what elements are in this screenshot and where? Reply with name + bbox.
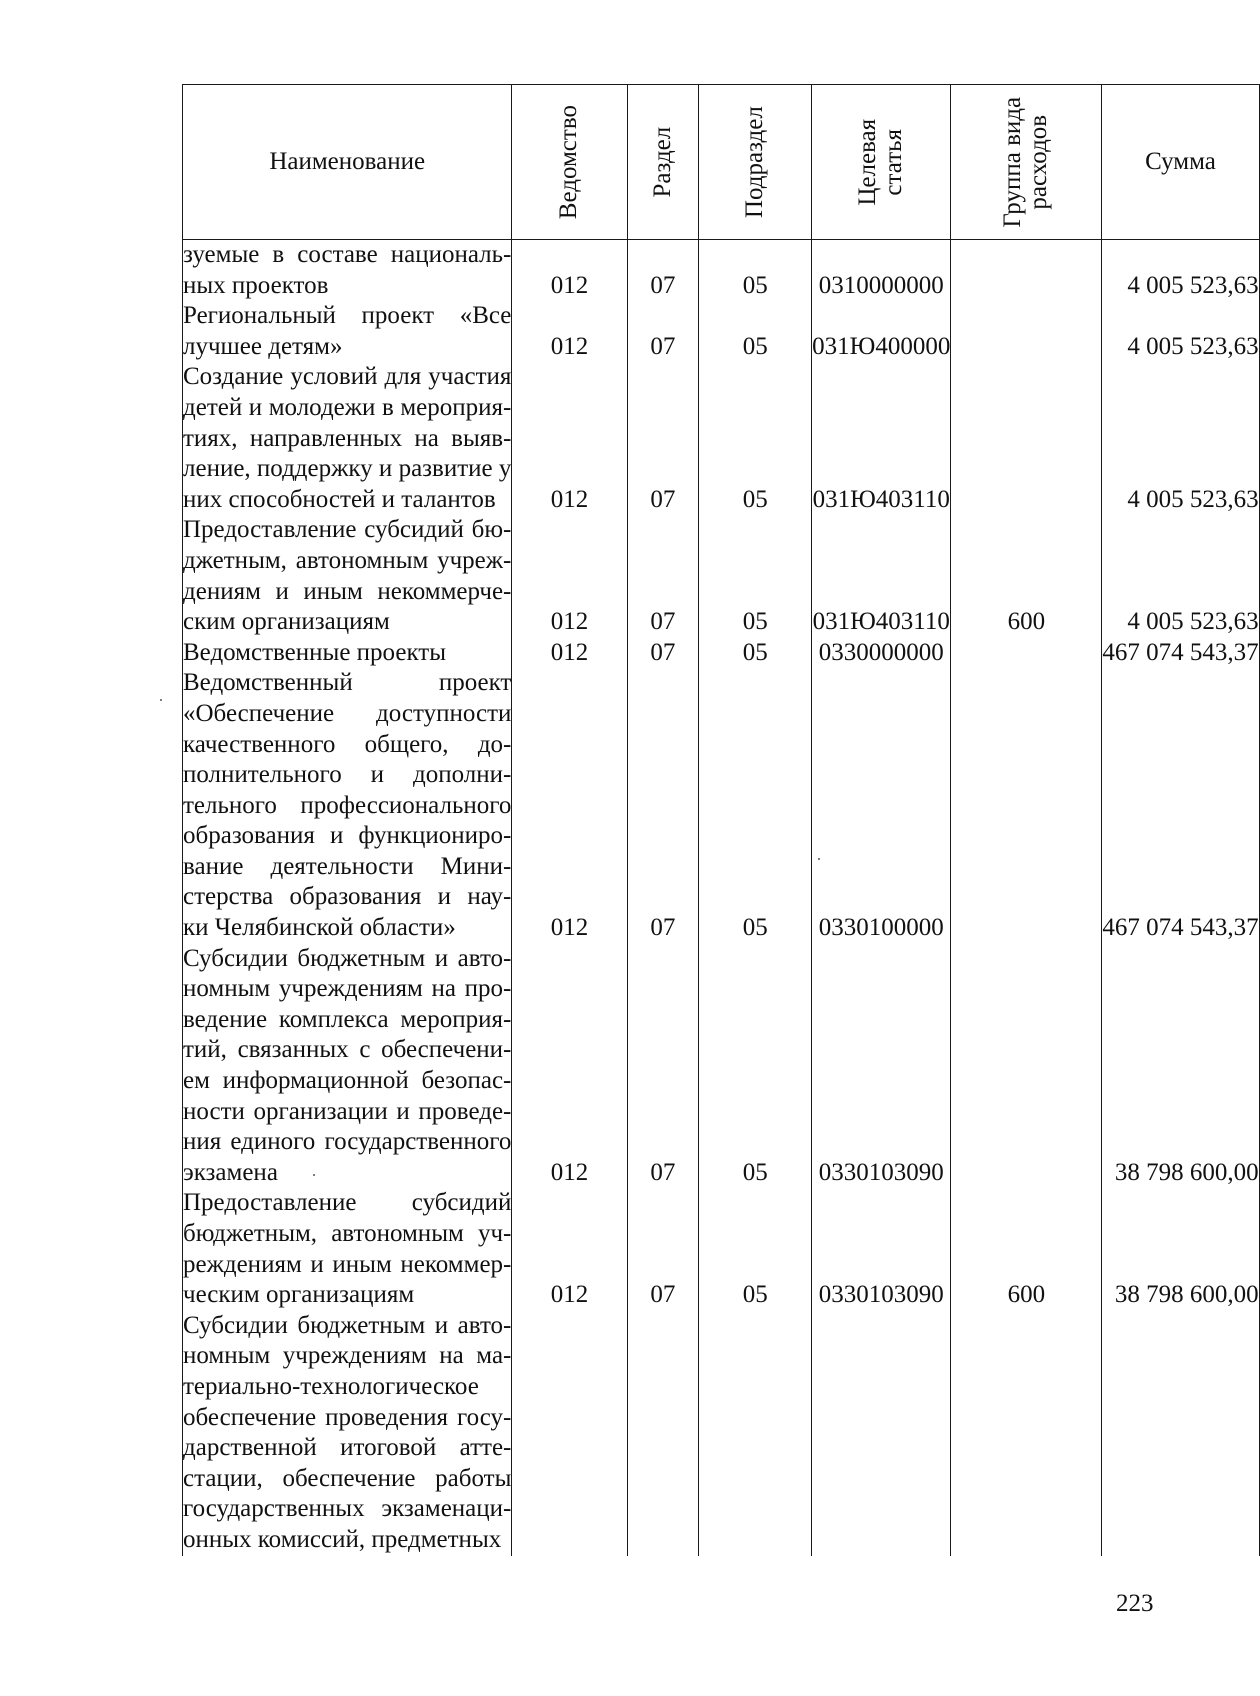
cell-name [183, 638, 512, 669]
name-line: ление, поддержку и развитие у [183, 455, 512, 483]
header-expense-group: Группа вида расходов [951, 85, 1102, 240]
budget-table [182, 84, 1260, 1556]
cell-expense-group: 600 [951, 1188, 1102, 1310]
name-line: качественного общего, до- [183, 730, 512, 758]
cell-target-article: 031Ю400000 [812, 301, 951, 362]
name-line: онных комиссий, предметных [183, 1525, 502, 1553]
cell-sum: 38 798 600,00 [1102, 1188, 1259, 1310]
table-row [183, 638, 1260, 669]
name-line: ности организации и проведе- [183, 1097, 512, 1125]
name-line: Предоставление субсидий бю- [183, 516, 512, 544]
name-line: стерства образования и нау- [183, 883, 512, 911]
name-line: ским организациям [183, 608, 390, 636]
cell-subsection: 05 [699, 638, 812, 669]
name-line: Предоставление субсидий [183, 1189, 512, 1217]
name-line: образования и функциониро- [183, 822, 512, 850]
name-line: Субсидии бюджетным и авто- [183, 1311, 512, 1339]
cell-target-article: 031Ю403110 [812, 362, 951, 515]
cell-name [183, 301, 512, 362]
name-line: Создание условий для участия [183, 363, 512, 391]
name-line: зуемые в составе националь- [183, 241, 512, 268]
cell-expense-group [951, 668, 1102, 943]
cell-expense-group [951, 362, 1102, 515]
cell-expense-group: 600 [951, 515, 1102, 637]
name-line: тельного профессионального [183, 791, 512, 819]
cell-name [183, 515, 512, 637]
name-line: териально-технологическое [183, 1372, 479, 1400]
cell-expense-group [951, 301, 1102, 362]
name-line: обеспечение проведения госу- [183, 1403, 512, 1431]
cell-target-article: 0330103090 [812, 1188, 951, 1310]
header-department: Ведомство [512, 85, 627, 240]
name-line: «Обеспечение доступности [183, 699, 512, 727]
cell-target-article: 0330103090 [812, 944, 951, 1189]
name-line: дениям и иным некоммерче- [183, 577, 512, 605]
cell-department: 012 [512, 668, 627, 943]
name-line: вание деятельности Мини- [183, 852, 512, 880]
header-row [183, 85, 1260, 240]
name-line: стации, обеспечение работы [183, 1464, 512, 1492]
table-row [183, 668, 1260, 943]
table-row [183, 301, 1260, 362]
cell-name [183, 668, 512, 943]
name-line: реждениям и иным некоммер- [183, 1250, 512, 1278]
cell-sum: 4 005 523,63 [1102, 515, 1259, 637]
page-number: 223 [1116, 1590, 1154, 1617]
table-row [183, 944, 1260, 1189]
cell-sum: 467 074 543,37 [1102, 668, 1259, 943]
scan-speck [313, 1174, 315, 1176]
cell-section [627, 1311, 699, 1556]
cell-section: 07 [627, 362, 699, 515]
cell-subsection: 05 [699, 515, 812, 637]
cell-name [183, 362, 512, 515]
header-section: Раздел [627, 85, 699, 240]
cell-target-article: 031Ю403110 [812, 515, 951, 637]
cell-subsection: 05 [699, 362, 812, 515]
cell-sum: 467 074 543,37 [1102, 638, 1259, 669]
name-line: джетным, автономным учреж- [183, 546, 512, 574]
name-line: ем информационной безопас- [183, 1067, 512, 1095]
cell-section: 07 [627, 944, 699, 1189]
name-line: ческим организациям [183, 1281, 415, 1309]
cell-section: 07 [627, 240, 699, 302]
name-line: Ведомственные проекты [183, 638, 447, 666]
cell-subsection: 05 [699, 944, 812, 1189]
scan-speck [818, 858, 820, 860]
name-line: ведение комплекса мероприя- [183, 1005, 512, 1033]
name-line: полнительного и дополни- [183, 761, 512, 789]
cell-target-article [812, 1311, 951, 1556]
header-name: Наименование [183, 85, 512, 240]
cell-sum: 4 005 523,63 [1102, 301, 1259, 362]
cell-subsection: 05 [699, 240, 812, 302]
table-body [183, 240, 1260, 1556]
cell-name [183, 1188, 512, 1310]
name-line: государственных экзаменаци- [183, 1495, 512, 1523]
cell-name [183, 240, 512, 302]
header-sum: Сумма [1102, 85, 1259, 240]
name-line: ния единого государственного [183, 1128, 512, 1156]
cell-target-article: 0310000000 [812, 240, 951, 302]
cell-name [183, 1311, 512, 1556]
cell-subsection: 05 [699, 301, 812, 362]
table-row [183, 515, 1260, 637]
scan-speck [160, 699, 162, 701]
cell-target-article: 0330100000 [812, 668, 951, 943]
cell-name [183, 944, 512, 1189]
name-line: тиях, направленных на выяв- [183, 424, 512, 452]
name-line: бюджетным, автономным уч- [183, 1220, 512, 1247]
cell-section: 07 [627, 668, 699, 943]
cell-department: 012 [512, 1188, 627, 1310]
header-subsection: Подраздел [699, 85, 812, 240]
cell-sum: 4 005 523,63 [1102, 362, 1259, 515]
cell-expense-group [951, 240, 1102, 302]
cell-section: 07 [627, 1188, 699, 1310]
cell-sum: 38 798 600,00 [1102, 944, 1259, 1189]
cell-subsection: 05 [699, 1188, 812, 1310]
name-line: экзамена [183, 1158, 278, 1186]
table-row [183, 240, 1260, 302]
cell-subsection [699, 1311, 812, 1556]
cell-target-article: 0330000000 [812, 638, 951, 669]
cell-department: 012 [512, 944, 627, 1189]
cell-section: 07 [627, 515, 699, 637]
cell-expense-group [951, 638, 1102, 669]
name-line: Субсидии бюджетным и авто- [183, 944, 512, 972]
table-row [183, 1311, 1260, 1556]
cell-sum [1102, 1311, 1259, 1556]
cell-department: 012 [512, 301, 627, 362]
header-target-article: Целевая статья [812, 85, 951, 240]
name-line: лучшее детям» [183, 332, 343, 360]
name-line: Ведомственный проект [183, 669, 512, 697]
name-line: ки Челябинской области» [183, 914, 456, 942]
table-row [183, 362, 1260, 515]
cell-department [512, 1311, 627, 1556]
cell-department: 012 [512, 638, 627, 669]
cell-sum: 4 005 523,63 [1102, 240, 1259, 302]
name-line: тий, связанных с обеспечени- [183, 1036, 512, 1064]
cell-section: 07 [627, 301, 699, 362]
cell-section: 07 [627, 638, 699, 669]
name-line: детей и молодежи в мероприя- [183, 393, 512, 421]
name-line: ных проектов [183, 271, 329, 299]
cell-department: 012 [512, 515, 627, 637]
cell-subsection: 05 [699, 668, 812, 943]
name-line: номным учреждениям на ма- [183, 1342, 512, 1370]
cell-expense-group [951, 1311, 1102, 1556]
name-line: номным учреждениям на про- [183, 975, 512, 1003]
name-line: Региональный проект «Все [183, 302, 512, 330]
cell-department: 012 [512, 240, 627, 302]
cell-department: 012 [512, 362, 627, 515]
name-line: них способностей и талантов [183, 485, 496, 513]
name-line: дарственной итоговой атте- [183, 1434, 512, 1462]
cell-expense-group [951, 944, 1102, 1189]
table-row [183, 1188, 1260, 1310]
